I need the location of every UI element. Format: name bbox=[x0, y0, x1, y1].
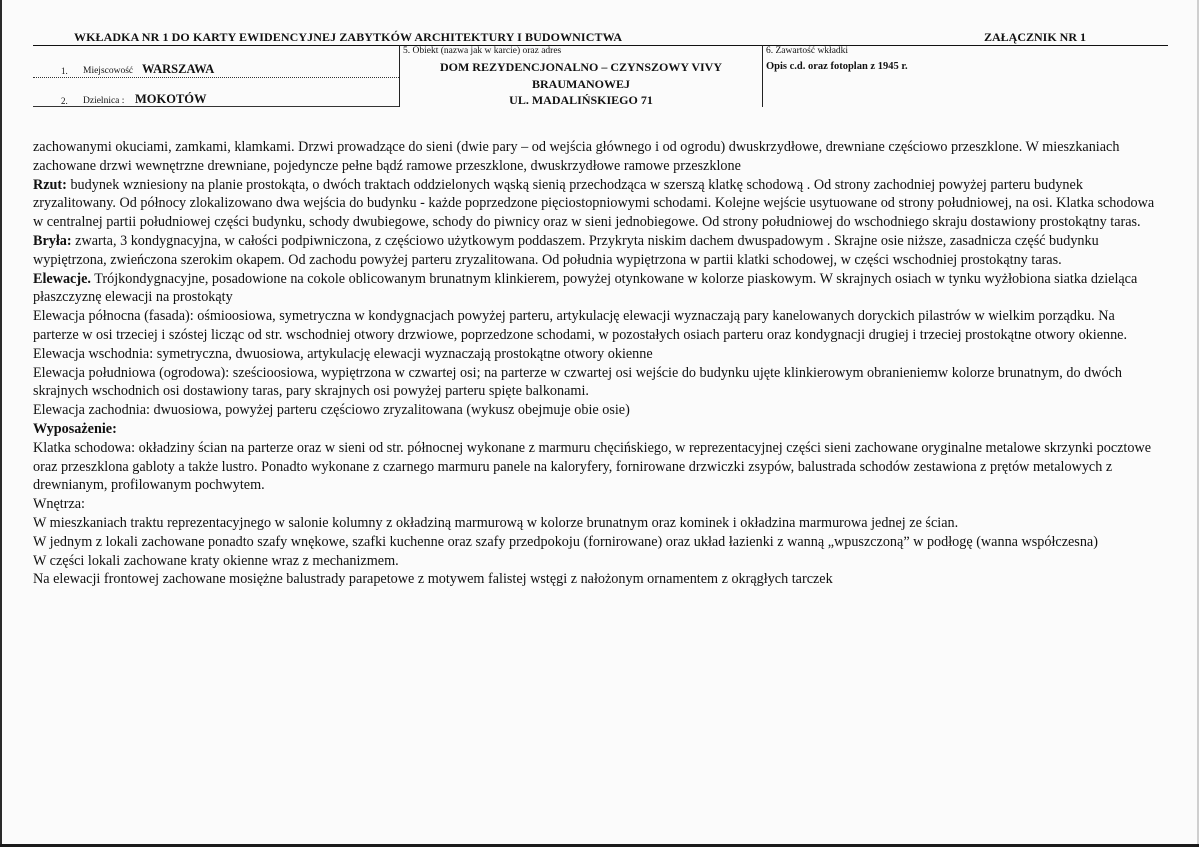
form-title: WKŁADKA NR 1 DO KARTY EWIDENCYJNEJ ZABYTKÓW ARCHITEKTURY I BUDOWNICTWA bbox=[74, 30, 623, 44]
column-divider-1 bbox=[399, 45, 400, 107]
doors-paragraph: zachowanymi okuciami, zamkami, klamkami. Drzwi prowadzące do sieni (dwie pary – od wejścia głównego i od ogrodu) dwuskrzydłowe, drewniane częściowo przeszklone. W mieszkaniach zachowane drzwi wewnętrzne drewniane, pojedyncze pełne bądź ramowe przeszklone, dwuskrzydłowe ramowe przeszklone bbox=[33, 139, 1120, 174]
object-label: 5. Obiekt (nazwa jak w karcie) oraz adres bbox=[403, 46, 562, 56]
elevations-paragraph bbox=[33, 270, 1163, 308]
front-balustrades: Na elewacji frontowej zachowane mosiężne balustrady parapetowe z motywem falistej wstęgi z nałożonym ornamentem z okrągłych tarczek bbox=[33, 571, 833, 588]
annex-label: ZAŁĄCZNIK NR 1 bbox=[984, 30, 1087, 44]
north-elevation: Elewacja północna (fasada): ośmioosiowa, symetryczna w kondygnacjach powyżej parteru, artykulację elewacji wyznaczają pary kanelowanych doryckich pilastrów w wielkim porządku. Na parterze w osi trzeciej i szóstej licząc od str. wschodniej otwory drzwiowe, poprzedzone schodami, w pozostałych osiach parteru oraz kondygnacji drugiej i trzeciej prostokątne otwory okienne. bbox=[33, 308, 1128, 343]
description-body bbox=[33, 138, 1163, 589]
locality-number: 1. bbox=[61, 66, 68, 76]
massing-heading: Bryła: bbox=[33, 232, 72, 249]
furnishings-heading: Wyposażenie: bbox=[33, 420, 117, 437]
interiors-salon: W mieszkaniach traktu reprezentacyjnego w salonie kolumny z okładziną marmurową w kolorze brunatnym oraz kominek i okładzina marmurowa jednej ze ścian. bbox=[33, 514, 959, 531]
massing-text: zwarta, 3 kondygnacyjna, w całości podpiwniczona, z częściowo użytkowym poddaszem. Przykryta niskim dachem dwuspadowym . Skrajne osie niższe, zasadnicza część budynku wypiętrzona, zwieńczona szerokim okapem. Od zachodu powyżej parteru zryzalitowana. Od południa wypiętrzona w partii klatki schodowej, w części wschodniej prostokątny taras. bbox=[33, 232, 1099, 268]
object-name-line2: BRAUMANOWEJ bbox=[532, 77, 630, 91]
massing-paragraph bbox=[33, 232, 1163, 270]
content-value: Opis c.d. oraz fotoplan z 1945 r. bbox=[766, 61, 908, 72]
locality-value: WARSZAWA bbox=[142, 62, 215, 76]
field-separator bbox=[33, 77, 399, 78]
locality-label: Miejscowość bbox=[83, 66, 134, 76]
staircase-paragraph: Klatka schodowa: okładziny ścian na parterze oraz w sieni od str. północnej wykonane z marmuru chęcińskiego, w reprezentacyjnej części sieni zachowane oryginalne metalowe skrzynki pocztowe oraz przeszklona gabloty a także lustro. Ponadto wykonane z czarnego marmuru panele na kaloryfery, fornirowane drzwiczki zsypów, balustrada schodów zestawiona z prętów metalowych z drewnianym, profilowanym pochwytem. bbox=[33, 439, 1152, 494]
plan-paragraph bbox=[33, 176, 1163, 232]
district-value: MOKOTÓW bbox=[135, 92, 207, 106]
elevations-heading: Elewacje. bbox=[33, 270, 91, 287]
content-label: 6. Zawartość wkładki bbox=[766, 46, 849, 56]
field-bottom-rule bbox=[33, 106, 399, 107]
south-elevation: Elewacja południowa (ogrodowa): sześcioosiowa, wypiętrzona w czwartej osi; na parterze w czwartej osi wejście do budynku ujęte klinkierowym obranieniemw kolorze brunatnym, do dwóch skrajnych wschodnich osi dostawiony taras, pary skrajnych osi powyżej parteru spięte balkonami. bbox=[33, 364, 1122, 400]
west-elevation: Elewacja zachodnia: dwuosiowa, powyżej parteru częściowo zryzalitowana (wykusz obejmuje obie osie) bbox=[33, 402, 630, 419]
plan-heading: Rzut: bbox=[33, 176, 67, 193]
column-divider-2 bbox=[762, 45, 763, 107]
header-rule bbox=[33, 45, 1168, 46]
plan-text: budynek wzniesiony na planie prostokąta, o dwóch traktach oddzielonych wąską sienią przechodząca w szerszą klatkę schodową . Od strony zachodniej powyżej parteru budynek zryzalitowany. Od północy zlokalizowano dwa wejścia do budynku - każde poprzedzone pięciostopniowymi schodami. Kolejne wejście usytuowane od strony południowej, na osi. Klatka schodowa w centralnej partii południowej części budynku, schody dwubiegowe, schody do piwnicy oraz w sieni jednobiegowe. Od strony południowej do wschodniego skraju dostawiony prostokątny taras. bbox=[33, 176, 1155, 231]
object-name-line1: DOM REZYDENCJONALNO – CZYNSZOWY VIVY bbox=[439, 60, 723, 74]
window-grilles: W części lokali zachowane kraty okienne wraz z mechanizmem. bbox=[33, 552, 399, 569]
interiors-heading: Wnętrza: bbox=[33, 496, 85, 513]
east-elevation: Elewacja wschodnia: symetryczna, dwuosiowa, artykulację elewacji wyznaczają prostokątne otwory okienne bbox=[33, 345, 653, 362]
elevations-text: Trójkondygnacyjne, posadowione na cokole oblicowanym brunatnym klinkierem, powyżej otynkowane w kolorze piaskowym. W skrajnych osiach w tynku wyżłobiona siatka dzieląca płaszczyznę elewacji na prostokąty bbox=[33, 270, 1138, 306]
interiors-unit: W jednym z lokali zachowane ponadto szafy wnękowe, szafki kuchenne oraz szafy przedpokoju (fornirowane) oraz układ łazienki z wanną „wpuszczoną” w podłogę (wanna współczesna) bbox=[33, 533, 1098, 550]
district-label: Dzielnica : bbox=[83, 96, 125, 106]
object-address: UL. MADALIŃSKIEGO 71 bbox=[509, 93, 653, 107]
district-number: 2. bbox=[61, 96, 68, 106]
scan-edge-left bbox=[0, 0, 2, 847]
furnishings-heading-line bbox=[33, 420, 1163, 439]
